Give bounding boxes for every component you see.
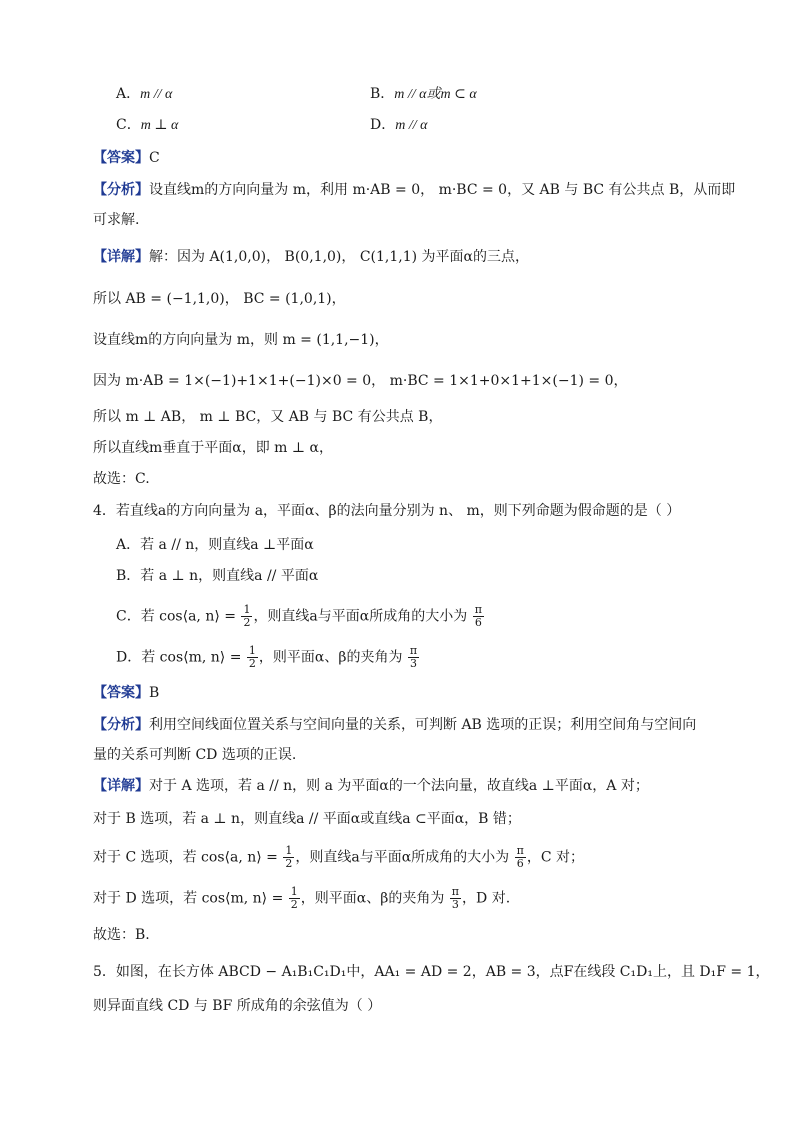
option-text: m // α — [395, 118, 428, 133]
q4-analysis-line-1 — [93, 715, 696, 735]
fraction-pi-3: $\frac{\pi}{3}$ — [409, 644, 418, 670]
fraction-pi-3: $\frac{\pi}{3}$ — [451, 885, 460, 911]
analysis-tag: 【分析】 — [93, 182, 149, 198]
fraction-half: $\frac{1}{2}$ — [248, 644, 256, 670]
analysis-text: 设直线m的方向向量为 m，利用 m·AB = 0， m·BC = 0，又 AB 与 BC 有公共点 B，从而即 — [149, 182, 736, 198]
q4-option-d — [116, 645, 420, 670]
q4-detail-b: 对于 B 选项，若 a ⊥ n，则直线a // 平面α或直线a ⊂平面α，B 错； — [93, 811, 521, 827]
detail-text: 对于 C 选项，若 cos⟨a, n⟩ = — [93, 849, 278, 866]
q3-detail-line-5: 所以 m ⊥ AB， m ⊥ BC，又 AB 与 BC 有公共点 B， — [93, 409, 443, 425]
option-label: C． — [116, 117, 141, 133]
detail-text: 对于 D 选项，若 cos⟨m, n⟩ = — [93, 890, 284, 907]
q4-option-b: B．若 a ⊥ n，则直线a // 平面α — [116, 568, 319, 584]
q3-option-a — [116, 84, 172, 105]
q3-detail-line-1 — [93, 247, 529, 267]
answer-tag: 【答案】 — [93, 150, 149, 166]
q4-option-c — [116, 604, 485, 629]
analysis-tag: 【分析】 — [93, 717, 149, 733]
fraction-pi-6: $\frac{\pi}{6}$ — [474, 603, 482, 629]
answer-tag: 【答案】 — [93, 685, 149, 701]
q3-detail-line-4: 因为 m·AB = 1×(−1)+1×1+(−1)×0 = 0， m·BC = 1×1+0×1+1×(−1) = 0， — [93, 373, 628, 389]
q3-analysis-line-1 — [93, 180, 735, 200]
option-label: B． — [370, 86, 395, 102]
answer-value: C — [149, 150, 160, 166]
q5-line-1: 5．如图，在长方体 ABCD − A₁B₁C₁D₁中，AA₁ = AD = 2，AB = 3，点F在线段 C₁D₁上，且 D₁F = 1， — [93, 964, 770, 980]
option-text: m ⊥ α — [140, 118, 179, 133]
answer-value: B — [149, 685, 160, 701]
q4-option-a: A．若 a // n，则直线a ⊥平面α — [116, 537, 314, 553]
analysis-text: 利用空间线面位置关系与空间向量的关系，可判断 AB 选项的正误；利用空间角与空间向 — [149, 717, 697, 733]
option-label: A． — [116, 86, 141, 102]
option-text: ，则平面α、β的夹角为 — [258, 649, 403, 666]
q4-detail-a — [93, 776, 649, 796]
q3-analysis-line-2: 可求解. — [93, 212, 140, 228]
q3-detail-line-3: 设直线m的方向向量为 m，则 m = (1,1,−1)， — [93, 332, 389, 348]
detail-text: ，则平面α、β的夹角为 — [300, 890, 445, 907]
q3-detail-line-7: 故选：C. — [93, 471, 150, 487]
detail-text: 对于 A 选项，若 a // n，则 a 为平面α的一个法向量，故直线a ⊥平面α，A 对； — [149, 778, 649, 794]
q3-detail-line-2: 所以 AB = (−1,1,0)， BC = (1,0,1)， — [93, 291, 346, 307]
fraction-half: $\frac{1}{2}$ — [290, 885, 298, 911]
q3-option-c — [116, 115, 178, 136]
option-text: D．若 cos⟨m, n⟩ = — [116, 649, 242, 666]
detail-tag: 【详解】 — [93, 778, 149, 794]
fraction-pi-6: $\frac{\pi}{6}$ — [516, 844, 524, 870]
option-label: D． — [370, 117, 396, 133]
q5-line-2: 则异面直线 CD 与 BF 所成角的余弦值为（ ） — [93, 998, 382, 1014]
q3-detail-line-6: 所以直线m垂直于平面α，即 m ⊥ α， — [93, 440, 333, 456]
q4-stem: 4．若直线a的方向向量为 a，平面α、β的法向量分别为 n、 m，则下列命题为假命题的是（ ） — [93, 503, 681, 519]
q4-conclusion: 故选：B. — [93, 927, 150, 943]
detail-text: ，则直线a与平面α所成角的大小为 — [295, 849, 510, 866]
q4-detail-d — [93, 886, 510, 911]
detail-text: 解：因为 A(1,0,0)， B(0,1,0)， C(1,1,1) 为平面α的三点， — [149, 249, 530, 265]
option-text: ，则直线a与平面α所成角的大小为 — [253, 608, 468, 625]
detail-text: ，D 对. — [462, 890, 511, 907]
option-text: m // α或m ⊂ α — [394, 87, 477, 102]
q3-answer — [93, 148, 160, 168]
q4-answer — [93, 683, 159, 703]
detail-tag: 【详解】 — [93, 249, 149, 265]
option-text: C．若 cos⟨a, n⟩ = — [116, 608, 236, 625]
q3-option-b — [370, 84, 477, 105]
q4-detail-c — [93, 845, 584, 870]
q3-option-d — [370, 115, 427, 136]
q4-analysis-line-2: 量的关系可判断 CD 选项的正误. — [93, 747, 297, 763]
option-text: m // α — [140, 87, 173, 102]
detail-text: ，C 对； — [526, 849, 585, 866]
fraction-half: $\frac{1}{2}$ — [243, 603, 251, 629]
fraction-half: $\frac{1}{2}$ — [285, 844, 293, 870]
